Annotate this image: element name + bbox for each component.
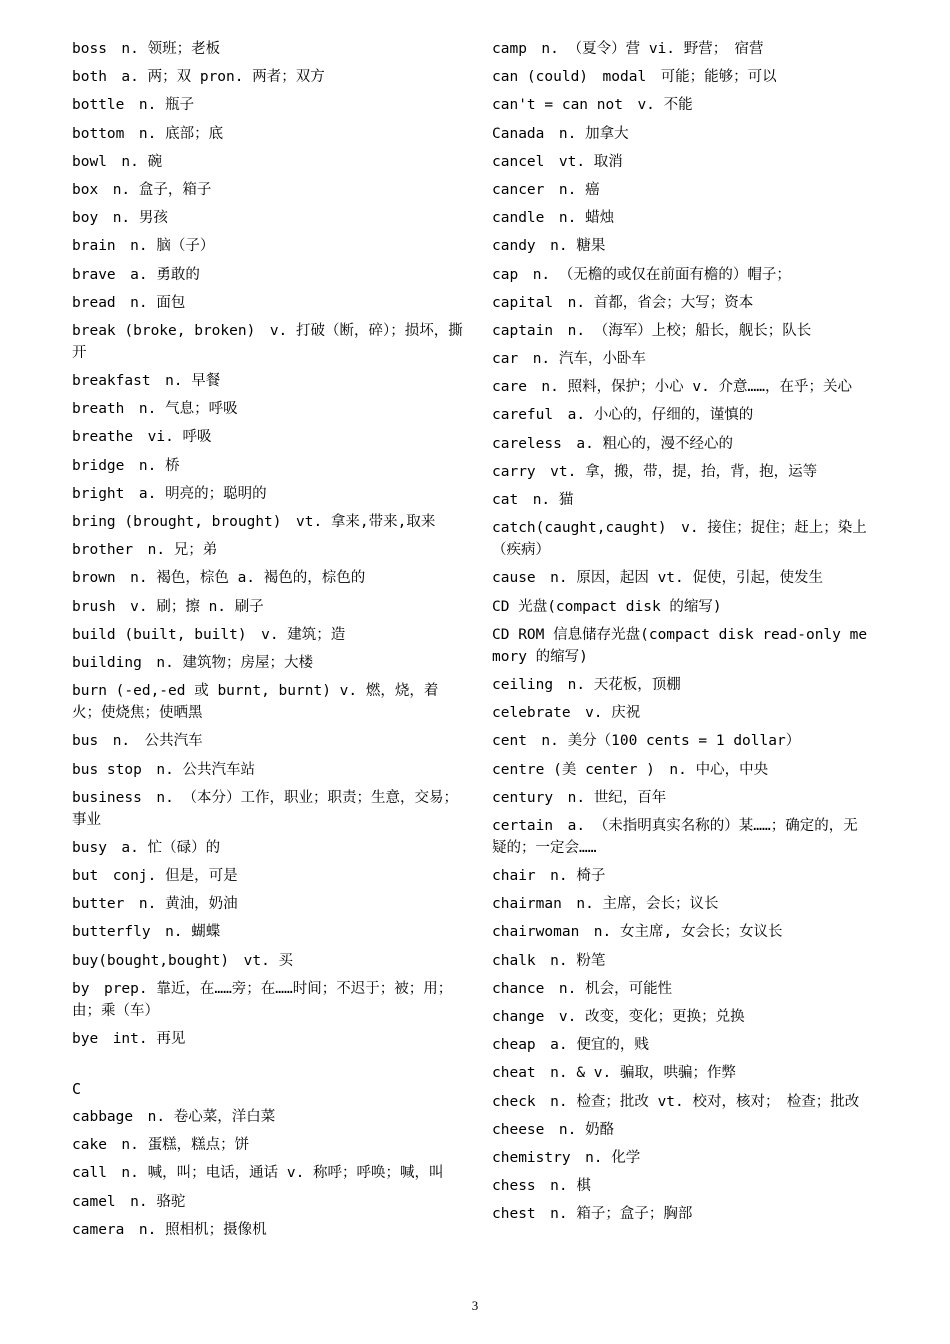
vocab-entry: building n. 建筑物；房屋；大楼 xyxy=(72,654,314,671)
vocab-entry: by prep. 靠近，在……旁；在……时间；不迟于；被；用；由；乘（车） xyxy=(72,980,453,1019)
vocab-entry: cat n. 猫 xyxy=(492,492,574,508)
vocab-entry: chance n. 机会，可能性 xyxy=(492,980,673,997)
vocab-entry: but conj. 但是，可是 xyxy=(72,868,238,885)
vocab-entry: bridge n. 桥 xyxy=(72,457,180,474)
vocab-entry: chairman n. 主席，会长；议长 xyxy=(492,896,719,913)
vocab-entry: Canada n. 加拿大 xyxy=(492,125,629,142)
vocab-entry: cause n. 原因，起因 vt. 促使，引起，使发生 xyxy=(492,570,823,587)
vocab-entry: cheap a. 便宜的，贱 xyxy=(492,1037,649,1054)
vocab-entry: bright a. 明亮的；聪明的 xyxy=(72,485,267,502)
vocab-entry: capital n. 首都，省会；大写；资本 xyxy=(492,294,754,311)
vocab-entry: car n. 汽车，小卧车 xyxy=(492,351,646,368)
vocab-entry: bus n. 公共汽车 xyxy=(72,733,203,750)
vocab-entry: call n. 喊，叫；电话，通话 v. 称呼；呼唤；喊，叫 xyxy=(72,1165,444,1182)
vocab-entry: box n. 盒子，箱子 xyxy=(72,181,212,198)
vocab-entry: certain a. （未指明真实名称的）某……；确定的，无疑的；一定会…… xyxy=(492,817,858,856)
vocab-entry: cake n. 蛋糕，糕点；饼 xyxy=(72,1137,250,1154)
vocab-entry: breath n. 气息；呼吸 xyxy=(72,401,238,418)
vocab-entry: breathe vi. 呼吸 xyxy=(72,429,212,446)
left-column xyxy=(72,38,464,1247)
vocab-entry: captain n. （海军）上校；船长，舰长；队长 xyxy=(492,322,812,339)
vocab-entry: care n. 照料，保护；小心 v. 介意……，在乎；关心 xyxy=(492,379,852,396)
vocab-entry: chairwoman n. 女主席, 女会长；女议长 xyxy=(492,924,783,941)
vocab-entry: camel n. 骆驼 xyxy=(72,1193,186,1210)
vocab-entry: brown n. 褐色，棕色 a. 褐色的，棕色的 xyxy=(72,570,366,587)
vocab-entry: chess n. 棋 xyxy=(492,1178,591,1195)
vocab-entry: business n. （本分）工作，职业；职责；生意，交易；事业 xyxy=(72,789,459,828)
vocab-entry: cheese n. 奶酪 xyxy=(492,1121,615,1138)
vocab-entry: can (could) modal 可能；能够；可以 xyxy=(492,69,777,86)
vocab-entry: check n. 检查；批改 vt. 校对，核对； 检查；批改 xyxy=(492,1093,860,1110)
vocab-entry: both a. 两；双 pron. 两者；双方 xyxy=(72,69,325,86)
vocab-entry: breakfast n. 早餐 xyxy=(72,373,221,390)
vocab-entry: bottom n. 底部；底 xyxy=(72,125,224,142)
vocab-entry: boy n. 男孩 xyxy=(72,210,168,227)
vocab-entry: cap n. （无檐的或仅在前面有檐的）帽子； xyxy=(492,266,791,283)
vocab-entry: can't = can not v. 不能 xyxy=(492,97,693,114)
vocab-entry: burn (-ed,-ed 或 burnt, burnt) v. 燃，烧，着火；使烧焦；使晒黑 xyxy=(72,683,439,722)
vocab-entry: bottle n. 瓶子 xyxy=(72,97,195,114)
vocab-entry: candle n. 蜡烛 xyxy=(492,210,615,227)
vocab-entry: brain n. 脑（子） xyxy=(72,238,215,255)
vocab-entry: ceiling n. 天花板，顶棚 xyxy=(492,676,681,693)
vocab-entry: candy n. 糖果 xyxy=(492,238,606,255)
vocab-entry: chemistry n. 化学 xyxy=(492,1149,641,1166)
vocab-entry: butterfly n. 蝴蝶 xyxy=(72,924,221,941)
vocab-entry: bus stop n. 公共汽车站 xyxy=(72,761,256,778)
vocab-entry: cancel vt. 取消 xyxy=(492,153,623,170)
vocab-entry: careful a. 小心的，仔细的，谨慎的 xyxy=(492,407,754,424)
vocab-entry: cancer n. 癌 xyxy=(492,181,600,198)
vocab-entry: chest n. 箱子；盒子；胸部 xyxy=(492,1206,693,1223)
vocab-entry: busy a. 忙（碌）的 xyxy=(72,839,221,856)
right-column xyxy=(492,38,868,1232)
vocab-entry: chair n. 椅子 xyxy=(492,868,606,885)
vocab-entry: brush v. 刷；擦 n. 刷子 xyxy=(72,598,264,615)
vocab-entry: catch(caught,caught) v. 接住；捉住；赶上；染上（疾病） xyxy=(492,520,867,559)
vocab-entry: cheat n. & v. 骗取，哄骗；作弊 xyxy=(492,1065,736,1082)
section-heading: C xyxy=(72,1080,82,1098)
vocab-entry: bye int. 再见 xyxy=(72,1031,186,1047)
vocab-entry: bring (brought, brought) vt. 拿来,带来,取来 xyxy=(72,514,436,530)
vocab-entry: century n. 世纪，百年 xyxy=(492,789,667,806)
vocab-entry: camera n. 照相机；摄像机 xyxy=(72,1221,267,1238)
vocab-entry: chalk n. 粉笔 xyxy=(492,952,606,969)
vocab-entry: careless a. 粗心的，漫不经心的 xyxy=(492,435,734,452)
page-number: 3 xyxy=(471,1298,479,1313)
vocab-entry: bread n. 面包 xyxy=(72,294,186,311)
vocab-entry: bowl n. 碗 xyxy=(72,153,163,170)
vocab-entry: boss n. 领班；老板 xyxy=(72,41,221,57)
vocab-entry: centre (美 center ) n. 中心，中央 xyxy=(492,761,769,778)
vocab-entry: build (built, built) v. 建筑；造 xyxy=(72,626,346,643)
vocab-entry: break (broke, broken) v. 打破（断，碎）；损坏，撕开 xyxy=(72,322,463,361)
vocab-entry: cent n. 美分（100 cents = 1 dollar） xyxy=(492,733,801,750)
vocab-entry: buy(bought,bought) vt. 买 xyxy=(72,952,294,969)
vocab-entry: camp n. （夏令）营 vi. 野营； 宿营 xyxy=(492,41,764,57)
vocab-entry: butter n. 黄油，奶油 xyxy=(72,896,238,913)
vocab-entry: CD ROM 信息储存光盘(compact disk read-only memory 的缩写) xyxy=(492,626,868,665)
vocab-entry: brother n. 兄；弟 xyxy=(72,542,218,559)
vocab-entry: change v. 改变，变化；更换；兑换 xyxy=(492,1009,745,1025)
vocab-entry: CD 光盘(compact disk 的缩写) xyxy=(492,598,722,615)
vocab-entry: brave a. 勇敢的 xyxy=(72,266,200,283)
vocab-entry: carry vt. 拿，搬，带，提，抬，背，抱，运等 xyxy=(492,463,818,480)
vocab-entry: celebrate v. 庆祝 xyxy=(492,705,641,722)
vocab-entry: cabbage n. 卷心菜，洋白菜 xyxy=(72,1109,276,1125)
